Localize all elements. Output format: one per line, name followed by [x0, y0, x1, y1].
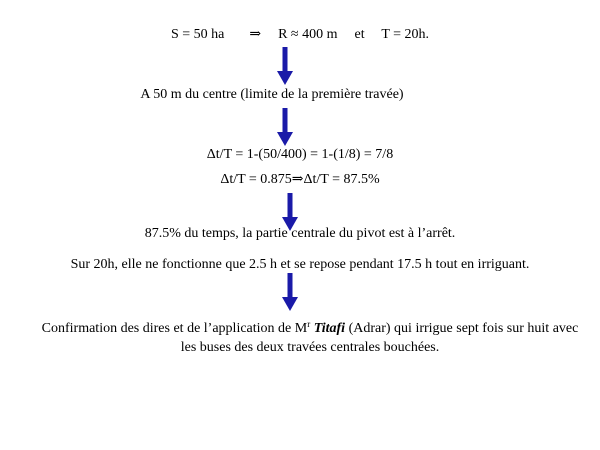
- down-arrow-icon: [277, 108, 293, 146]
- conjunction-text: et: [354, 27, 365, 42]
- line-ratio-percentage: Δt/T = 0.875⇒Δt/T = 87.5%: [220, 172, 380, 187]
- conclusion-prefix: Confirmation des dires et de l’application de M: [41, 321, 308, 336]
- line-operating-hours: Sur 20h, elle ne fonctionne que 2.5 h et se repose pendant 17.5 h tout en irriguant.: [70, 257, 530, 272]
- conclusion-suffix: (Adrar) qui irrigue sept fois sur huit avec les buses des deux travées centrales bouchées.: [180, 321, 579, 355]
- line-ratio-calculation: Δt/T = 1-(50/400) = 1-(1/8) = 7/8: [206, 147, 394, 162]
- line-stop-time: 87.5% du temps, la partie centrale du pivot est à l’arrêt.: [144, 226, 456, 241]
- implies-symbol: ⇒: [249, 27, 262, 42]
- area-value: S = 50 ha: [170, 27, 225, 42]
- line-distance-from-center: A 50 m du centre (limite de la première travée): [140, 87, 404, 102]
- radius-value: R ≈ 400 m: [278, 27, 338, 42]
- down-arrow-icon: [277, 47, 293, 85]
- conclusion-person-name: Titafi: [313, 321, 346, 336]
- conclusion-title-superscript: r: [307, 319, 311, 329]
- time-value: T = 20h.: [381, 27, 430, 42]
- line-area-radius-time: [0, 26, 600, 43]
- conclusion-paragraph: [40, 315, 580, 357]
- down-arrow-icon: [282, 273, 298, 311]
